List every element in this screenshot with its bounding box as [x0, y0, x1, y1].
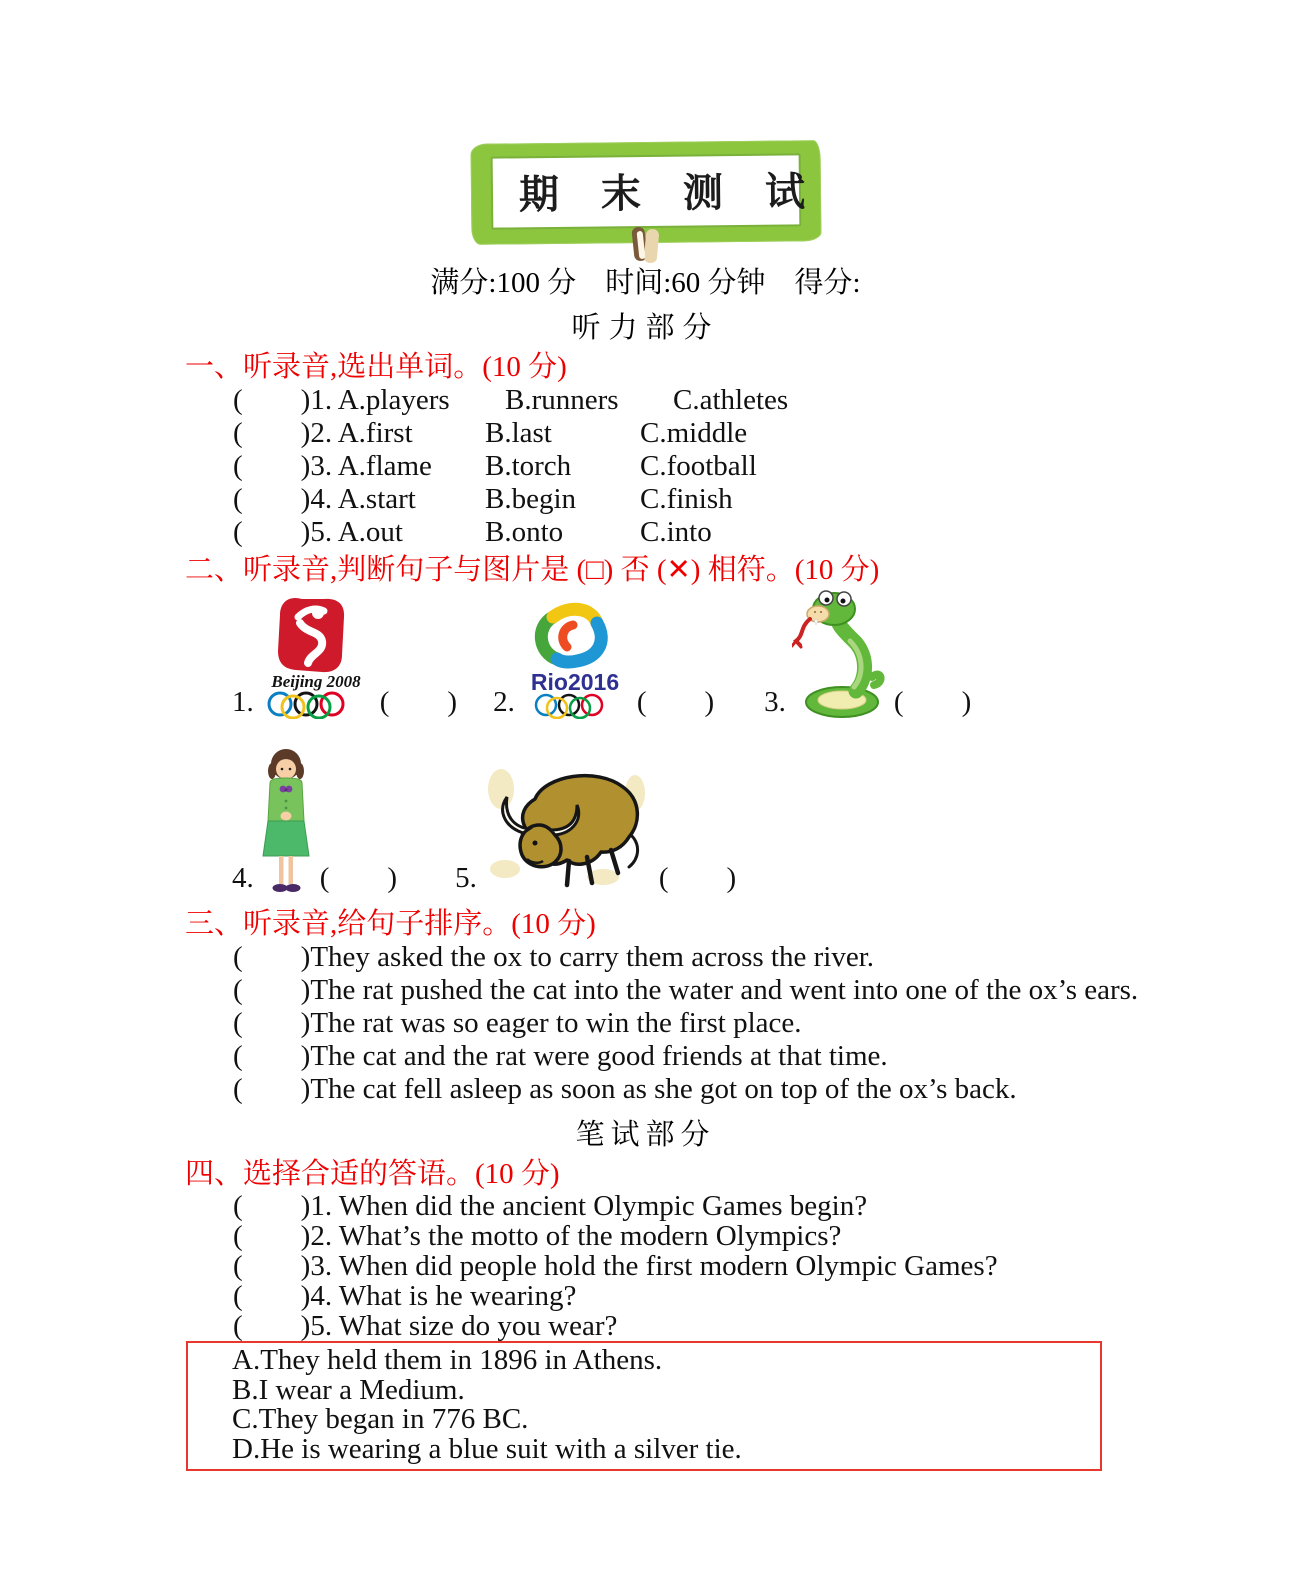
listening-part-header: 听力部分 — [571, 312, 720, 344]
answer-option: A.They held them in 1896 in Athens. — [232, 1344, 663, 1376]
choice-row — [185, 483, 1181, 516]
option-a: ( )4. A.start — [233, 483, 416, 515]
option-b: B.last — [485, 417, 552, 449]
order-sentence: ( )The rat was so eager to win the first place. — [233, 1007, 802, 1039]
woman-image — [260, 749, 312, 895]
snake-image — [792, 589, 886, 719]
order-sentence: ( )The cat fell asleep as soon as she got on top of the ox’s back. — [233, 1073, 1017, 1105]
section-4 — [185, 1158, 1181, 1341]
question-row: ( )5. What size do you wear? — [233, 1310, 618, 1342]
answer-paren: ( ) — [379, 686, 458, 718]
option-c: C.finish — [640, 483, 733, 515]
beijing-2008-caption: Beijing 2008 — [271, 672, 361, 691]
option-a: ( )5. A.out — [233, 516, 403, 548]
option-a: ( )3. A.flame — [233, 450, 432, 482]
question-row: ( )3. When did people hold the first modern Olympic Games? — [233, 1250, 998, 1282]
beijing-2008-logo-image — [260, 595, 372, 719]
answer-paren: ( ) — [636, 686, 715, 718]
item-number: 1. — [232, 686, 254, 718]
rio-2016-logo-image — [521, 595, 629, 719]
option-b: B.onto — [485, 516, 564, 548]
title-box — [490, 153, 821, 229]
answer-options-box — [186, 1341, 1102, 1471]
answer-paren: ( ) — [658, 862, 737, 894]
section-2-heading: 二、听录音,判断句子与图片是 (□) 否 (✕) 相符。(10 分) — [185, 554, 880, 586]
answer-option: B.I wear a Medium. — [232, 1373, 465, 1406]
order-sentence: ( )They asked the ox to carry them across the river. — [233, 941, 875, 973]
answer-paren: ( ) — [319, 862, 398, 894]
section-2 — [185, 554, 1251, 587]
section-1 — [185, 351, 1181, 549]
item-number: 2. — [493, 686, 515, 718]
option-c: C.football — [640, 450, 757, 482]
ox-image — [483, 755, 651, 895]
item-number: 5. — [455, 862, 477, 894]
written-part-header: 笔试部分 — [575, 1119, 716, 1151]
answer-option: D.He is wearing a blue suit with a silver tie. — [232, 1432, 742, 1465]
picture-item-1 — [232, 595, 457, 719]
option-c: C.into — [640, 516, 712, 548]
item-number: 3. — [764, 686, 786, 718]
option-b: B.torch — [485, 450, 572, 482]
picture-row-2 — [232, 749, 1291, 895]
question-row: ( )1. When did the ancient Olympic Games begin? — [233, 1190, 868, 1222]
answer-option: C.They began in 776 BC. — [232, 1403, 529, 1435]
section-1-heading: 一、听录音,选出单词。(10 分) — [185, 351, 567, 383]
rio-2016-caption: Rio2016 — [530, 669, 619, 695]
paper-clip-icon — [629, 225, 663, 270]
choice-row — [185, 417, 1181, 450]
picture-item-3 — [764, 589, 971, 719]
page-title: 期 末 测 试 — [518, 169, 821, 218]
section-3-heading: 三、听录音,给句子排序。(10 分) — [185, 908, 596, 940]
option-c: C.athletes — [673, 384, 789, 416]
choice-row — [185, 384, 1181, 417]
option-b: B.runners — [505, 384, 619, 416]
section-4-heading: 四、选择合适的答语。(10 分) — [185, 1158, 560, 1190]
picture-row-1 — [232, 589, 1291, 719]
order-sentence: ( )The rat pushed the cat into the water and went into one of the ox’s ears. — [233, 974, 1139, 1006]
question-row: ( )4. What is he wearing? — [233, 1280, 577, 1312]
picture-item-4 — [232, 749, 397, 895]
option-a: ( )2. A.first — [233, 417, 413, 449]
picture-item-5 — [455, 755, 736, 895]
option-c: C.middle — [640, 417, 748, 449]
option-a: ( )1. A.players — [233, 384, 450, 416]
answer-paren: ( ) — [893, 686, 972, 718]
picture-item-2 — [493, 595, 714, 719]
section-3 — [185, 908, 1181, 1106]
option-b: B.begin — [485, 483, 577, 515]
item-number: 4. — [232, 862, 254, 894]
score-line: 满分:100 分 时间:60 分钟 得分: — [430, 267, 861, 299]
order-sentence: ( )The cat and the rat were good friends at that time. — [233, 1040, 888, 1072]
choice-row — [185, 516, 1181, 549]
choice-row — [185, 450, 1181, 483]
title-banner — [471, 142, 821, 243]
question-row: ( )2. What’s the motto of the modern Olympics? — [233, 1220, 842, 1252]
